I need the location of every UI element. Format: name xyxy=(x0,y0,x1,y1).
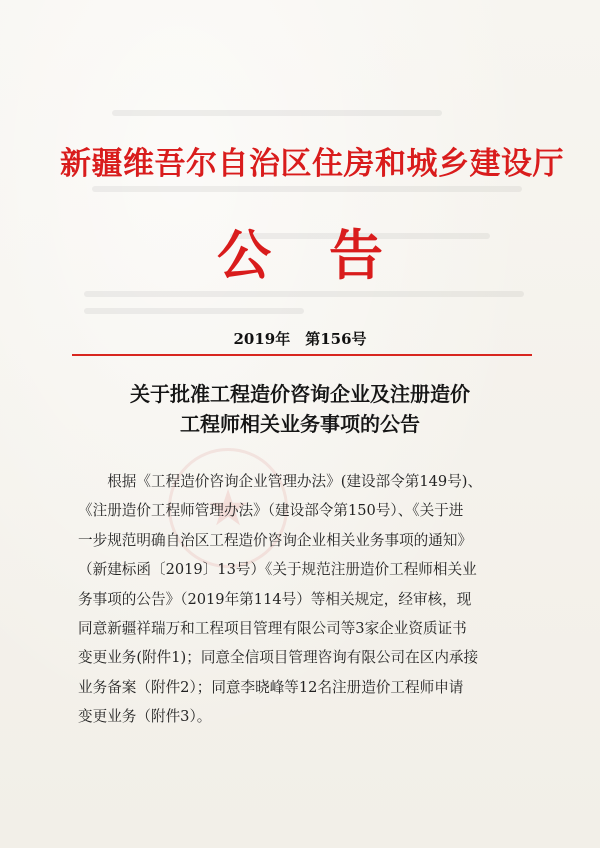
issuing-organization-title: 新疆维吾尔自治区住房和城乡建设厅 xyxy=(60,146,564,182)
body-line: 变更业务(附件1)；同意全信项目管理咨询有限公司在区内承接 xyxy=(78,649,479,667)
body-line: 根据《工程造价咨询企业管理办法》(建设部令第149号)、 xyxy=(78,473,483,490)
body-line: 同意新疆祥瑞万和工程项目管理有限公司等3家企业资质证书 xyxy=(78,620,467,638)
body-line: 一步规范明确自治区工程造价咨询企业相关业务事项的通知》 xyxy=(78,531,473,549)
body-line: 务事项的公告》（2019年第114号）等相关规定，经审核，现 xyxy=(78,590,472,608)
red-divider-rule xyxy=(72,354,532,356)
document-subject xyxy=(60,379,540,439)
body-line: （新建标函〔2019〕13号）《关于规范注册造价工程师相关业 xyxy=(78,561,477,579)
star-seal-icon: ★ xyxy=(205,479,251,537)
show-through-line xyxy=(92,186,522,192)
show-through-line xyxy=(84,291,524,297)
show-through-line xyxy=(112,110,442,116)
subject-line: 关于批准工程造价咨询企业及注册造价 xyxy=(130,382,470,406)
document-number: 2019年 第156号 xyxy=(233,330,367,348)
body-line: 业务备案（附件2）；同意李晓峰等12名注册造价工程师申请 xyxy=(78,678,464,696)
subject-line: 工程师相关业务事项的公告 xyxy=(180,412,420,436)
body-line: 《注册造价工程师管理办法》（建设部令第150号）、《关于进 xyxy=(78,502,464,520)
show-through-line xyxy=(84,308,304,314)
document-body xyxy=(78,467,532,732)
document-type-heading: 公告 xyxy=(217,223,441,287)
body-line: 变更业务（附件3）。 xyxy=(78,708,212,726)
